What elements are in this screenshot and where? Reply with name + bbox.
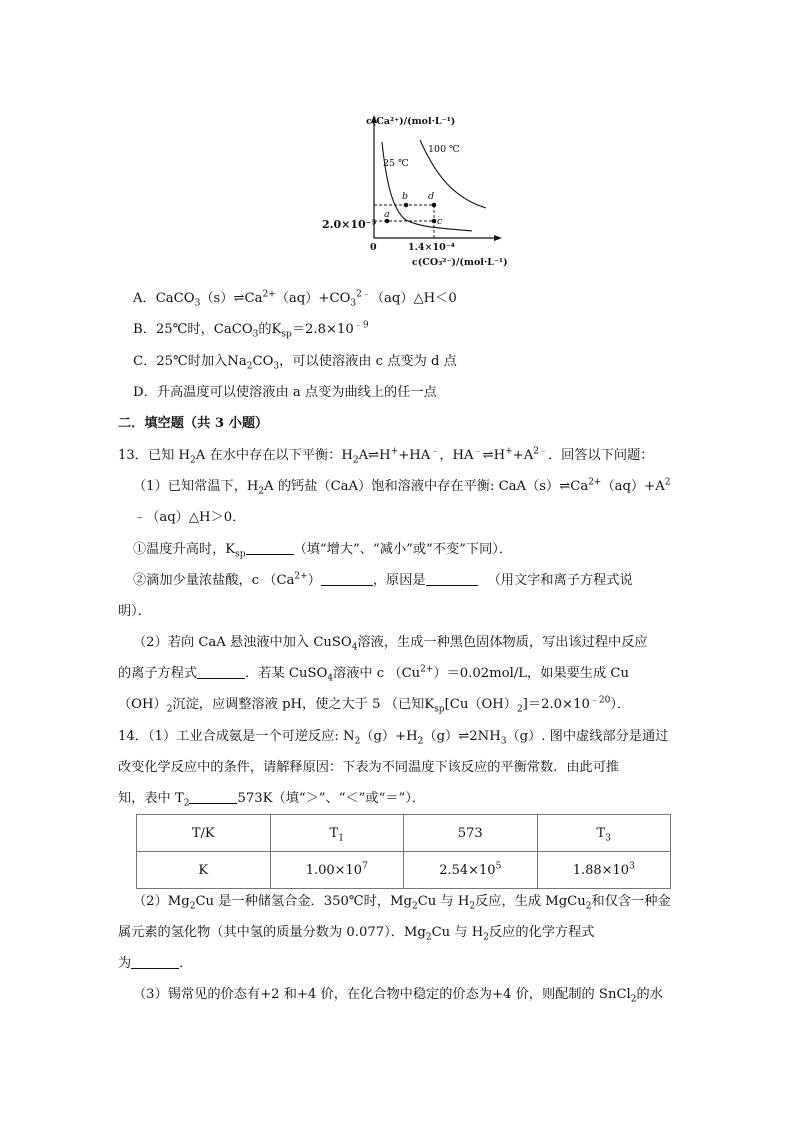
origin-label: 0 <box>370 242 377 253</box>
option-a: A．$CaCO_3(s)\rightleftharpoons Ca^{2+}(aq)+CO_3^{2﹣}(aq)\triangle H<0$ <box>133 289 457 309</box>
table-row <box>137 852 671 889</box>
solubility-graph <box>362 110 512 275</box>
table-cell: T/K <box>137 815 271 852</box>
point-c-label: c <box>437 216 443 227</box>
table-cell: $2.54\times 10^5$ <box>404 852 538 889</box>
point-d-dot <box>432 203 437 208</box>
point-b-label: b <box>402 191 409 202</box>
table-row <box>137 815 671 852</box>
answer-blank[interactable] <box>131 955 179 969</box>
option-c: C．25℃时加入$Na_2CO_3$，可以使溶液由 c 点变为 d 点 <box>133 354 457 372</box>
q14-para2-line-3: 为 ． <box>118 956 193 971</box>
point-a-label: a <box>384 209 390 220</box>
q13-line-6: 明）． <box>118 604 151 619</box>
x-tick-label: 1.4×10⁻⁴ <box>408 242 455 253</box>
q14-line-3: 知，表中 $T_2$ 573K（填“＞”、“＜”或“＝”）． <box>118 791 426 809</box>
answer-blank[interactable] <box>426 572 478 586</box>
q13-line-7: （2）若向 CaA 悬浊液中加入 CuSO$_4$溶液，生成一种黑色固体物质，写出该过程中反应 <box>133 635 648 653</box>
table-cell: K <box>137 852 271 889</box>
equilibrium-constant-table <box>136 814 671 889</box>
x-axis-label: c(CO₃²⁻)/(mol·L⁻¹) <box>412 257 508 268</box>
q13-line-1: 13．已知 $H_2A$ 在水中存在以下平衡：$H_2A\rightleftharpoons H^++HA^﹣$，$HA^﹣\rightleftharpoons H^++A^{2﹣}$．回答以下问题： <box>118 446 654 466</box>
q13-line-2: （1）已知常温下，$H_2A$ 的钙盐（CaA）饱和溶液中存在平衡: $CaA(s)\rightleftharpoons Ca^{2+}(aq)+A^2$ <box>133 477 671 497</box>
q13-line-9: $(OH)_2$沉淀，应调整溶液 pH，使之大于 5 （已知$K_{sp}[Cu(OH)_2]=2.0\times 10^{﹣20}$）． <box>118 695 631 715</box>
point-b-dot <box>404 203 409 208</box>
q14-line-1: 14．（1）工业合成氨是一个可逆反应: $N_2(g)+H_2(g)\rightleftharpoons 2NH_3(g)$. 图中虚线部分是通过 <box>118 729 669 747</box>
point-d-label: d <box>428 191 435 202</box>
q14-para2-line-2: 属元素的氢化物（其中氢的质量分数为 0.077）．$Mg_2Cu$ 与 $H_2$反应的化学方程式 <box>118 925 595 943</box>
q14-line-2: 改变化学反应中的条件，请解释原因：下表为不同温度下该反应的平衡常数．由此可推 <box>118 760 620 775</box>
table-cell: 573 <box>404 815 538 852</box>
y-axis-label: c(Ca²⁺)/(mol·L⁻¹) <box>366 116 456 127</box>
q13-line-4: ①温度升高时，$K_{sp}$ （填“增大”、“减小”或“不变”下同）． <box>133 542 513 560</box>
curve-25-label: 25 ℃ <box>383 158 409 169</box>
q14-para2-line-1: $(2)Mg_2Cu$ 是一种储氢合金．350℃时，$Mg_2Cu$ 与 $H_2$反应，生成 MgCu$_2$和仅含一种金 <box>133 894 671 912</box>
point-c-dot <box>432 219 437 224</box>
option-b: B．25℃时，CaCO$_3$的$K_{sp}=2.8\times 10^{﹣9}$ <box>133 320 369 340</box>
section-title: 二．填空题（共 3 小题） <box>118 416 269 431</box>
q13-line-5: ②滴加少量浓盐酸，c $(Ca^{2+})$ ，原因是 （用文字和离子方程式说 <box>133 571 633 588</box>
table-cell: $1.00\times 10^7$ <box>270 852 404 889</box>
answer-blank[interactable] <box>189 790 237 804</box>
q13-line-8: 的离子方程式 ．若某 CuSO$_4$溶液中 c $(Cu^{2+})=0.02mol/L$，如果要生成 Cu <box>118 664 629 684</box>
option-d: D．升高温度可以使溶液由 a 点变为曲线上的任一点 <box>133 385 437 400</box>
q14-para3-line-1: （3）锡常见的价态有+2 和+4 价，在化合物中稳定的价态为+4 价，则配制的 SnCl$_2$的水 <box>133 987 663 1005</box>
table-cell: $T_3$ <box>537 815 671 852</box>
table-cell: $T_1$ <box>270 815 404 852</box>
x-axis-arrow <box>494 235 502 241</box>
curve-100-label: 100 ℃ <box>428 144 460 155</box>
answer-blank[interactable] <box>197 665 245 679</box>
answer-blank[interactable] <box>246 541 294 555</box>
q13-line-3: ﹣（aq）△H＞0． <box>133 510 246 525</box>
answer-blank[interactable] <box>321 572 373 586</box>
table-cell: $1.88\times 10^3$ <box>537 852 671 889</box>
y-tick-label: 2.0×10⁻⁵ <box>322 218 377 231</box>
